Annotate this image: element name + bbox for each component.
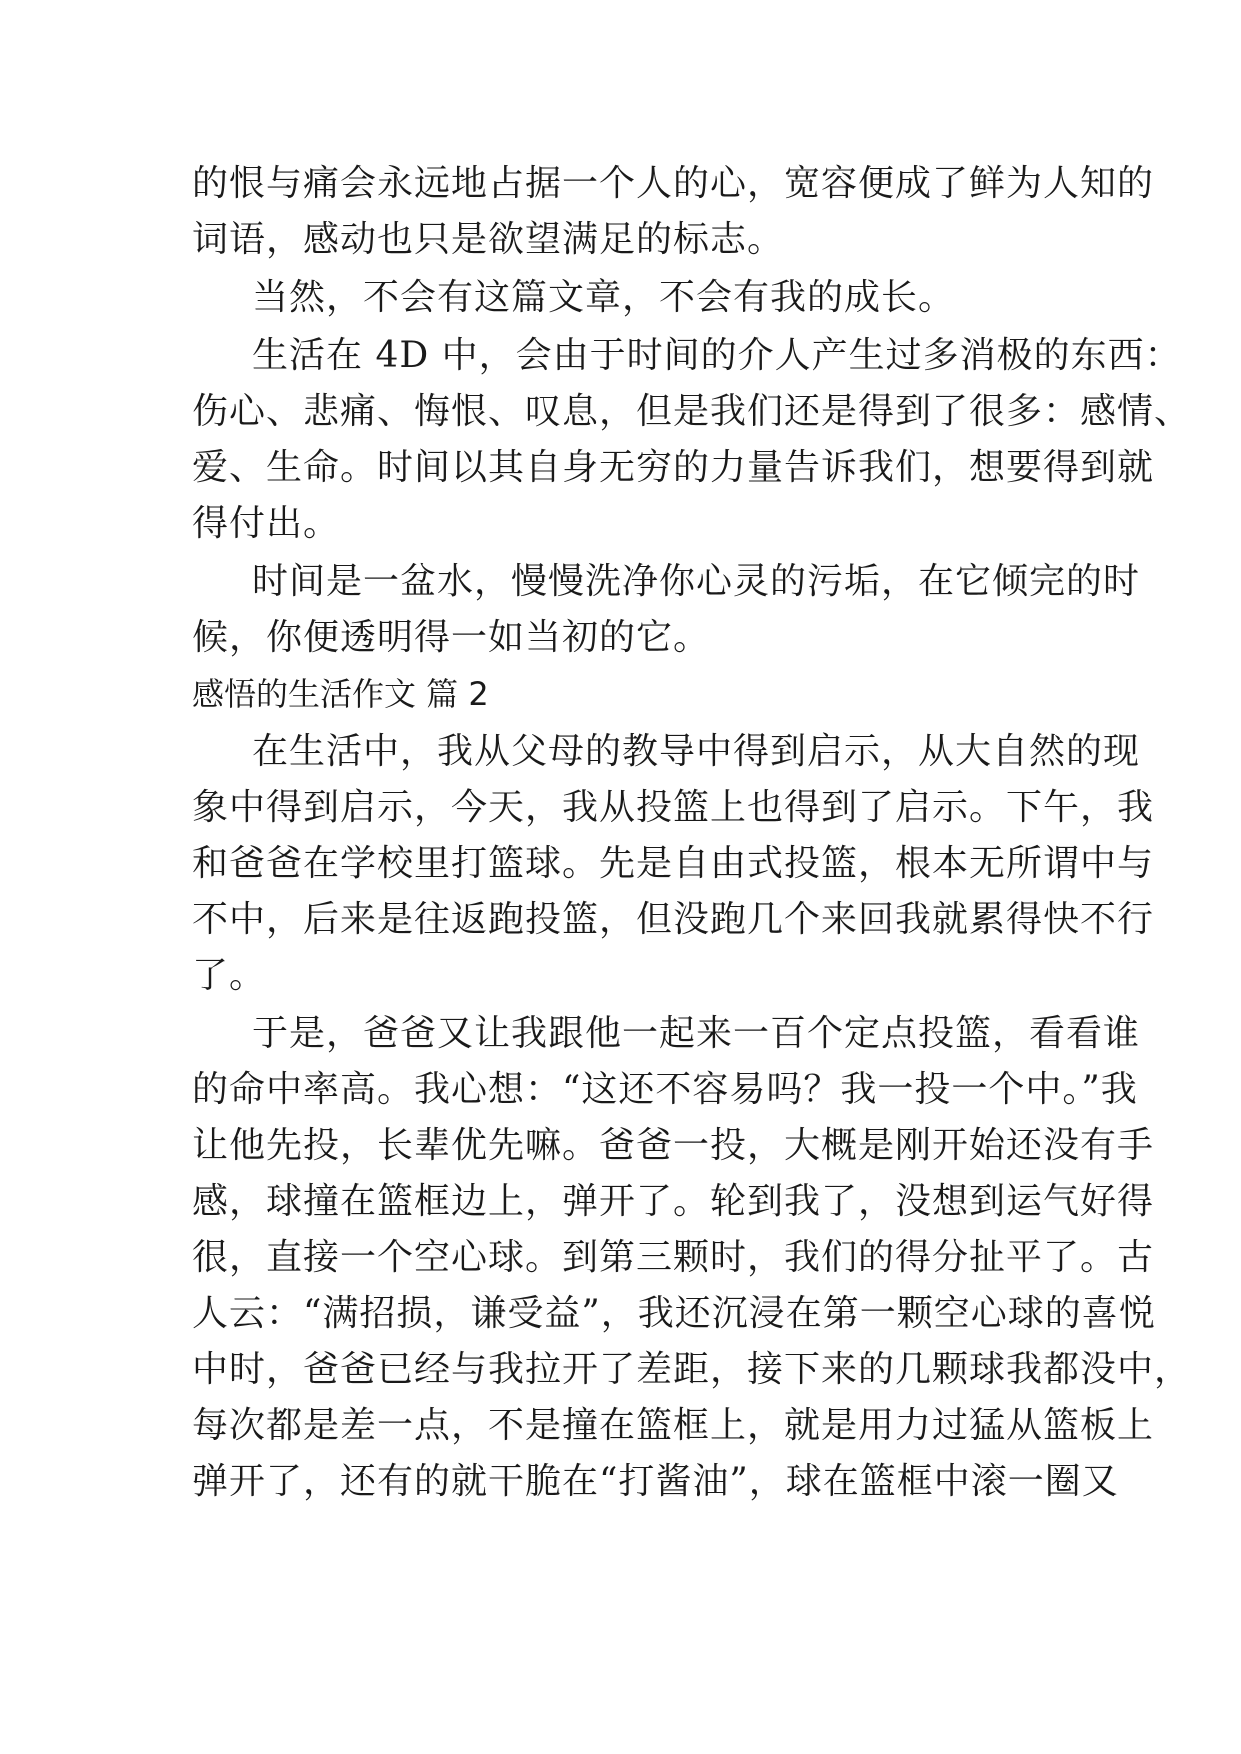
paragraph-6 [192, 1006, 1192, 1510]
text-line: 生活在 4D 中，会由于时间的介人产生过多消极的东西： [252, 335, 1182, 376]
text-line: 很，直接一个空心球。到第三颗时，我们的得分扯平了。古 [192, 1237, 1155, 1278]
text-line: 不中，后来是往返跑投篮，但没跑几个来回我就累得快不行 [192, 899, 1155, 940]
section-heading [192, 666, 1054, 722]
text-line: 和爸爸在学校里打篮球。先是自由式投篮，根本无所谓中与 [192, 843, 1155, 884]
text-line: 每次都是差一点，不是撞在篮框上，就是用力过猛从篮板上 [192, 1405, 1155, 1446]
text-line: 伤心、悲痛、悔恨、叹息，但是我们还是得到了很多：感情、 [192, 391, 1192, 432]
text-line: 中时，爸爸已经与我拉开了差距，接下来的几颗球我都没中， [192, 1349, 1192, 1390]
text-line: 人云：“满招损，谦受益”，我还沉浸在第一颗空心球的喜悦 [192, 1293, 1156, 1334]
text-line: 在生活中，我从父母的教导中得到启示，从大自然的现 [252, 731, 1141, 772]
paragraph-2 [192, 270, 1054, 326]
paragraph-3 [192, 328, 1192, 552]
text-line: 象中得到启示，今天，我从投篮上也得到了启示。下午，我 [192, 787, 1155, 828]
text-line: 的恨与痛会永远地占据一个人的心，宽容便成了鲜为人知的 [192, 163, 1155, 204]
text-line: 让他先投，长辈优先嘛。爸爸一投，大概是刚开始还没有手 [192, 1125, 1155, 1166]
text-line: 时间是一盆水，慢慢洗净你心灵的污垢，在它倾完的时 [252, 561, 1141, 602]
text-line: 得付出。 [192, 503, 341, 544]
text-line: 爱、生命。时间以其自身无穷的力量告诉我们，想要得到就 [192, 447, 1155, 488]
document-body [192, 156, 1192, 1510]
text-line: 当然，不会有这篇文章，不会有我的成长。 [252, 277, 956, 318]
text-line: 弹开了，还有的就干脆在“打酱油”，球在篮框中滚一圈又 [192, 1461, 1119, 1502]
text-line: 候，你便透明得一如当初的它。 [192, 617, 711, 658]
heading-text: 感悟的生活作文 篇 2 [192, 675, 489, 713]
paragraph-1 [192, 156, 1155, 268]
text-line: 于是，爸爸又让我跟他一起来一百个定点投篮，看看谁 [252, 1013, 1141, 1054]
paragraph-5 [192, 724, 1155, 1004]
text-line: 的命中率高。我心想：“这还不容易吗？我一投一个中。”我 [192, 1069, 1138, 1110]
text-line: 词语，感动也只是欲望满足的标志。 [192, 219, 785, 260]
paragraph-4 [192, 554, 1141, 666]
text-line: 了。 [192, 955, 267, 996]
text-line: 感，球撞在篮框边上，弹开了。轮到我了，没想到运气好得 [192, 1181, 1155, 1222]
